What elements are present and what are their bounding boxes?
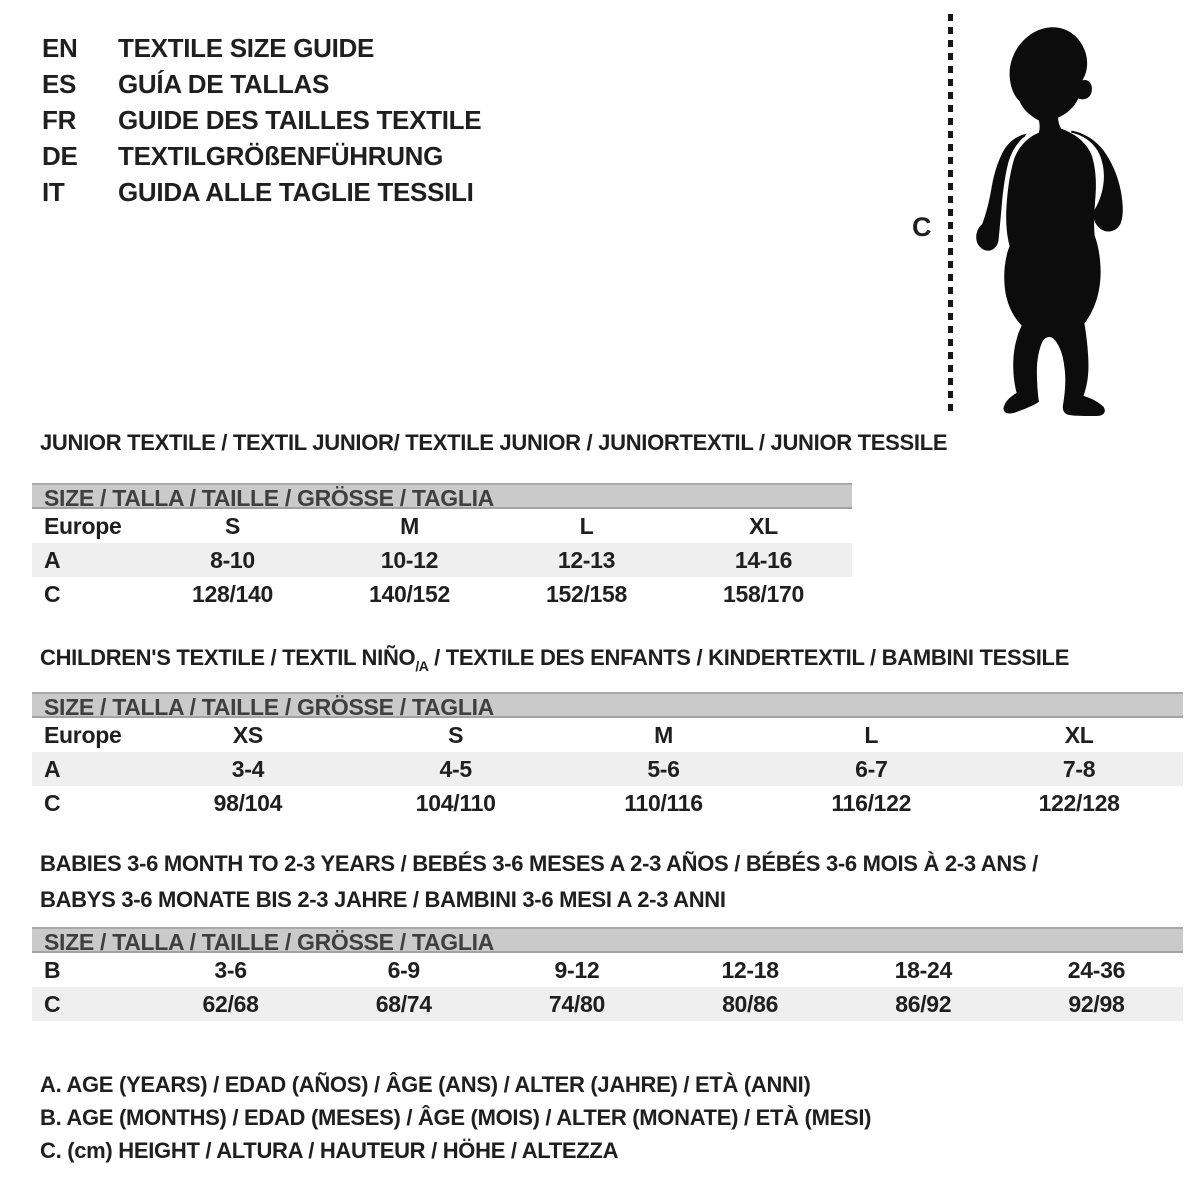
legend-line-b: B. AGE (MONTHS) / EDAD (MESES) / ÂGE (MOIS) / ALTER (MONATE) / ETÀ (MESI) [40,1105,872,1130]
size-cell: 18-24 [894,956,952,983]
lang-row-fr [42,102,481,138]
size-cell: 14-16 [734,546,793,573]
size-cell: XL [1064,721,1094,748]
height-measure-label: C [912,212,932,242]
lang-row-es [42,66,481,102]
babies-size-table [32,927,1183,1021]
size-cell: 68/74 [375,990,432,1017]
row-label: A [44,546,61,573]
lang-row-en [42,30,481,66]
lang-code: FR [42,104,77,135]
lang-row-de [42,138,481,174]
size-cell: 62/68 [202,990,259,1017]
size-cell: XS [232,721,263,748]
legend-line-a: A. AGE (YEARS) / EDAD (AÑOS) / ÂGE (ANS) / ALTER (JAHRE) / ETÀ (ANNI) [40,1072,811,1097]
size-cell: 3-4 [231,755,265,782]
size-cell: M [654,721,673,748]
size-cell: 74/80 [548,990,605,1017]
size-cell: 4-5 [439,755,472,782]
babies-section-title-line2: BABYS 3-6 MONATE BIS 2-3 JAHRE / BAMBINI 3-6 MESI A 2-3 ANNI [40,887,726,912]
lang-label: GUIDE DES TAILLES TEXTILE [118,104,482,135]
size-cell: 128/140 [191,580,274,607]
size-cell: S [224,512,241,539]
lang-code: ES [42,68,77,99]
lang-row-it [42,174,481,210]
lang-label: GUIDA ALLE TAGLIE TESSILI [118,176,474,207]
children-title-post: / TEXTILE DES ENFANTS / KINDERTEXTIL / BAMBINI TESSILE [428,645,1070,670]
size-cell: L [579,512,594,539]
size-cell: 24-36 [1067,956,1126,983]
size-header-bar: SIZE / TALLA / TAILLE / GRÖSSE / TAGLIA [32,692,1183,718]
size-cell: 86/92 [895,990,952,1017]
size-cell: 6-9 [387,956,420,983]
size-cell: XL [749,512,778,539]
size-cell: 110/116 [624,789,703,816]
lang-code: IT [42,176,65,207]
table-row [32,577,852,611]
table-row [32,509,852,543]
babies-section-title-line1: BABIES 3-6 MONTH TO 2-3 YEARS / BEBÉS 3-6 MESES A 2-3 AÑOS / BÉBÉS 3-6 MOIS À 2-3 ANS / [40,851,1038,876]
language-title-block [42,30,481,210]
size-cell: 8-10 [210,546,255,573]
height-measure-dashed-line [948,14,953,416]
row-label: Europe [44,512,122,539]
row-label: A [44,755,61,782]
size-cell: 5-6 [647,755,680,782]
size-cell: 12-13 [557,546,616,573]
size-cell: 9-12 [554,956,600,983]
size-header-bar: SIZE / TALLA / TAILLE / GRÖSSE / TAGLIA [32,483,852,509]
lang-label: TEXTILE SIZE GUIDE [118,32,375,63]
table-row [32,752,1183,786]
legend-line-c: C. (cm) HEIGHT / ALTURA / HAUTEUR / HÖHE / ALTEZZA [40,1138,619,1163]
size-cell: 3-6 [214,956,247,983]
size-cell: 104/110 [415,789,496,816]
lang-label: GUÍA DE TALLAS [118,68,330,99]
size-cell: 140/152 [368,580,451,607]
size-cell: 116/122 [831,789,912,816]
row-label: C [44,580,61,607]
lang-code: EN [42,32,78,63]
size-cell: 92/98 [1068,990,1125,1017]
children-section-title [40,645,1069,674]
lang-label: TEXTILGRÖßENFÜHRUNG [118,140,444,171]
row-label: C [44,990,61,1017]
table-row [32,786,1183,820]
row-label: C [44,789,61,816]
toddler-silhouette [962,14,1134,416]
size-cell: M [400,512,419,539]
size-cell: L [864,721,879,748]
size-cell: S [448,721,464,748]
row-label: Europe [44,721,122,748]
table-row [32,987,1183,1021]
table-row [32,718,1183,752]
size-header-bar: SIZE / TALLA / TAILLE / GRÖSSE / TAGLIA [32,927,1183,953]
junior-section-title: JUNIOR TEXTILE / TEXTIL JUNIOR/ TEXTILE JUNIOR / JUNIORTEXTIL / JUNIOR TESSILE [40,430,948,455]
size-cell: 10-12 [380,546,439,573]
table-row [32,953,1183,987]
row-label: B [44,956,61,983]
table-row [32,543,852,577]
children-size-table [32,692,1183,820]
size-cell: 6-7 [855,755,888,782]
size-cell: 152/158 [545,580,628,607]
children-title-subscript: /A [415,658,429,674]
junior-size-table [32,483,852,611]
lang-code: DE [42,140,78,171]
size-cell: 7-8 [1062,755,1096,782]
size-cell: 12-18 [721,956,779,983]
size-cell: 122/128 [1038,789,1120,816]
size-cell: 158/170 [722,580,805,607]
size-cell: 98/104 [213,789,283,816]
size-cell: 80/86 [722,990,779,1017]
children-title-pre: CHILDREN'S TEXTILE / TEXTIL NIÑO [40,645,416,670]
